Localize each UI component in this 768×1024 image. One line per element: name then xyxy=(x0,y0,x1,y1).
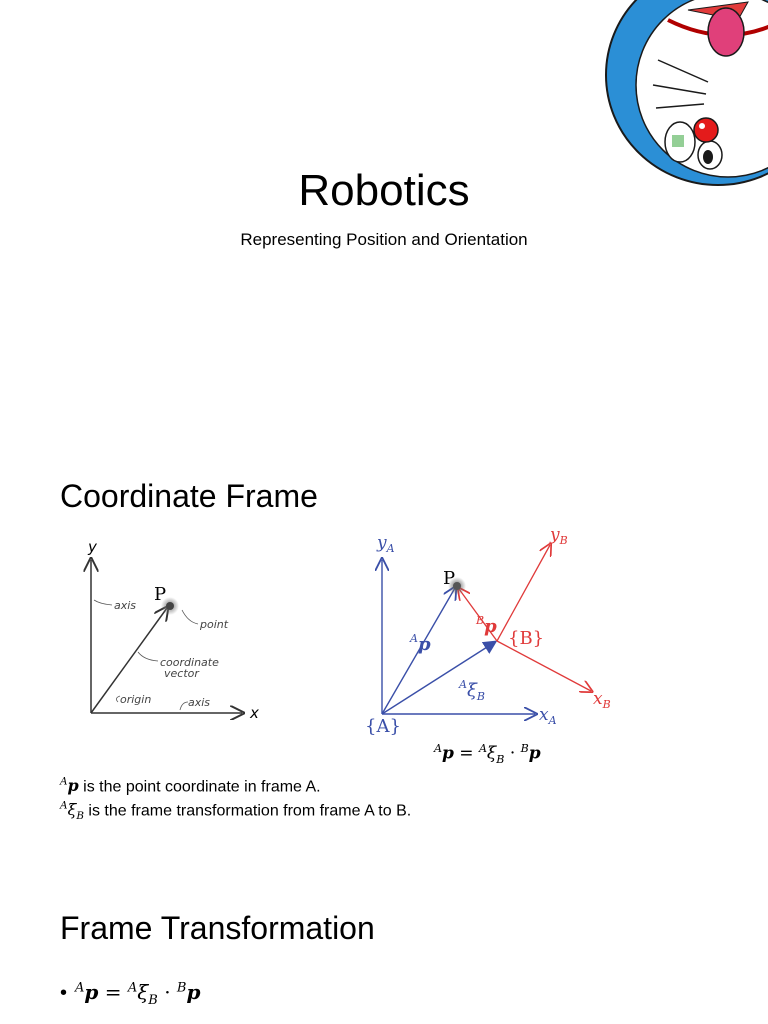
point-p-label: P xyxy=(443,568,456,589)
section-heading: Frame Transformation xyxy=(60,910,375,946)
point-label: P xyxy=(154,584,167,605)
frame-transform-diagram xyxy=(355,520,625,740)
slide-heading: Coordinate Frame xyxy=(60,478,318,514)
xa-label: $x_A$ xyxy=(539,705,557,727)
axis-annotation-2: axis xyxy=(188,696,211,709)
presentation-title: Robotics xyxy=(298,166,470,215)
frame-b-y-axis xyxy=(497,545,550,641)
origin-annotation: origin xyxy=(120,693,152,706)
presentation-subtitle: Representing Position and Orientation xyxy=(240,230,528,249)
xi-label: $^A\xi_B$ xyxy=(459,678,485,703)
ya-label: $y_A$ xyxy=(377,533,395,555)
y-label: y xyxy=(88,538,97,556)
bullet-icon: • xyxy=(60,982,68,1004)
ap-label: $^A$p xyxy=(410,632,431,655)
bullet-equation: $^Ap = ^A\xi_B \cdot ^Bp$ xyxy=(75,980,201,1008)
bp-label: $^B$p xyxy=(476,614,497,637)
point-annotation: point xyxy=(200,618,229,631)
axis-annotation: axis xyxy=(114,599,137,612)
title-slide xyxy=(0,0,768,420)
yb-label: $y_B$ xyxy=(550,525,568,547)
frame-a-label: {A} xyxy=(365,716,401,737)
description-line-1: $^A$p is the point coordinate in frame A. xyxy=(60,776,321,796)
x-label: x xyxy=(250,704,259,720)
xb-label: $x_B$ xyxy=(593,689,611,711)
description-line-2: $^A\xi_B$ is the frame transformation from frame A to B. xyxy=(60,800,412,823)
frame-equation: $^Ap = ^A\xi_B \cdot ^Bp$ xyxy=(434,742,541,767)
vector-annotation-2: vector xyxy=(164,667,199,680)
frame-b-label: {B} xyxy=(508,628,545,649)
vector-xi xyxy=(382,642,495,714)
doraemon-face-icon xyxy=(598,0,768,190)
bullet-item xyxy=(60,980,200,1008)
coordinate-frame-slide xyxy=(0,430,768,1024)
vector-annotation-1: coordinate xyxy=(160,656,219,669)
basic-coordinate-diagram xyxy=(70,530,290,720)
